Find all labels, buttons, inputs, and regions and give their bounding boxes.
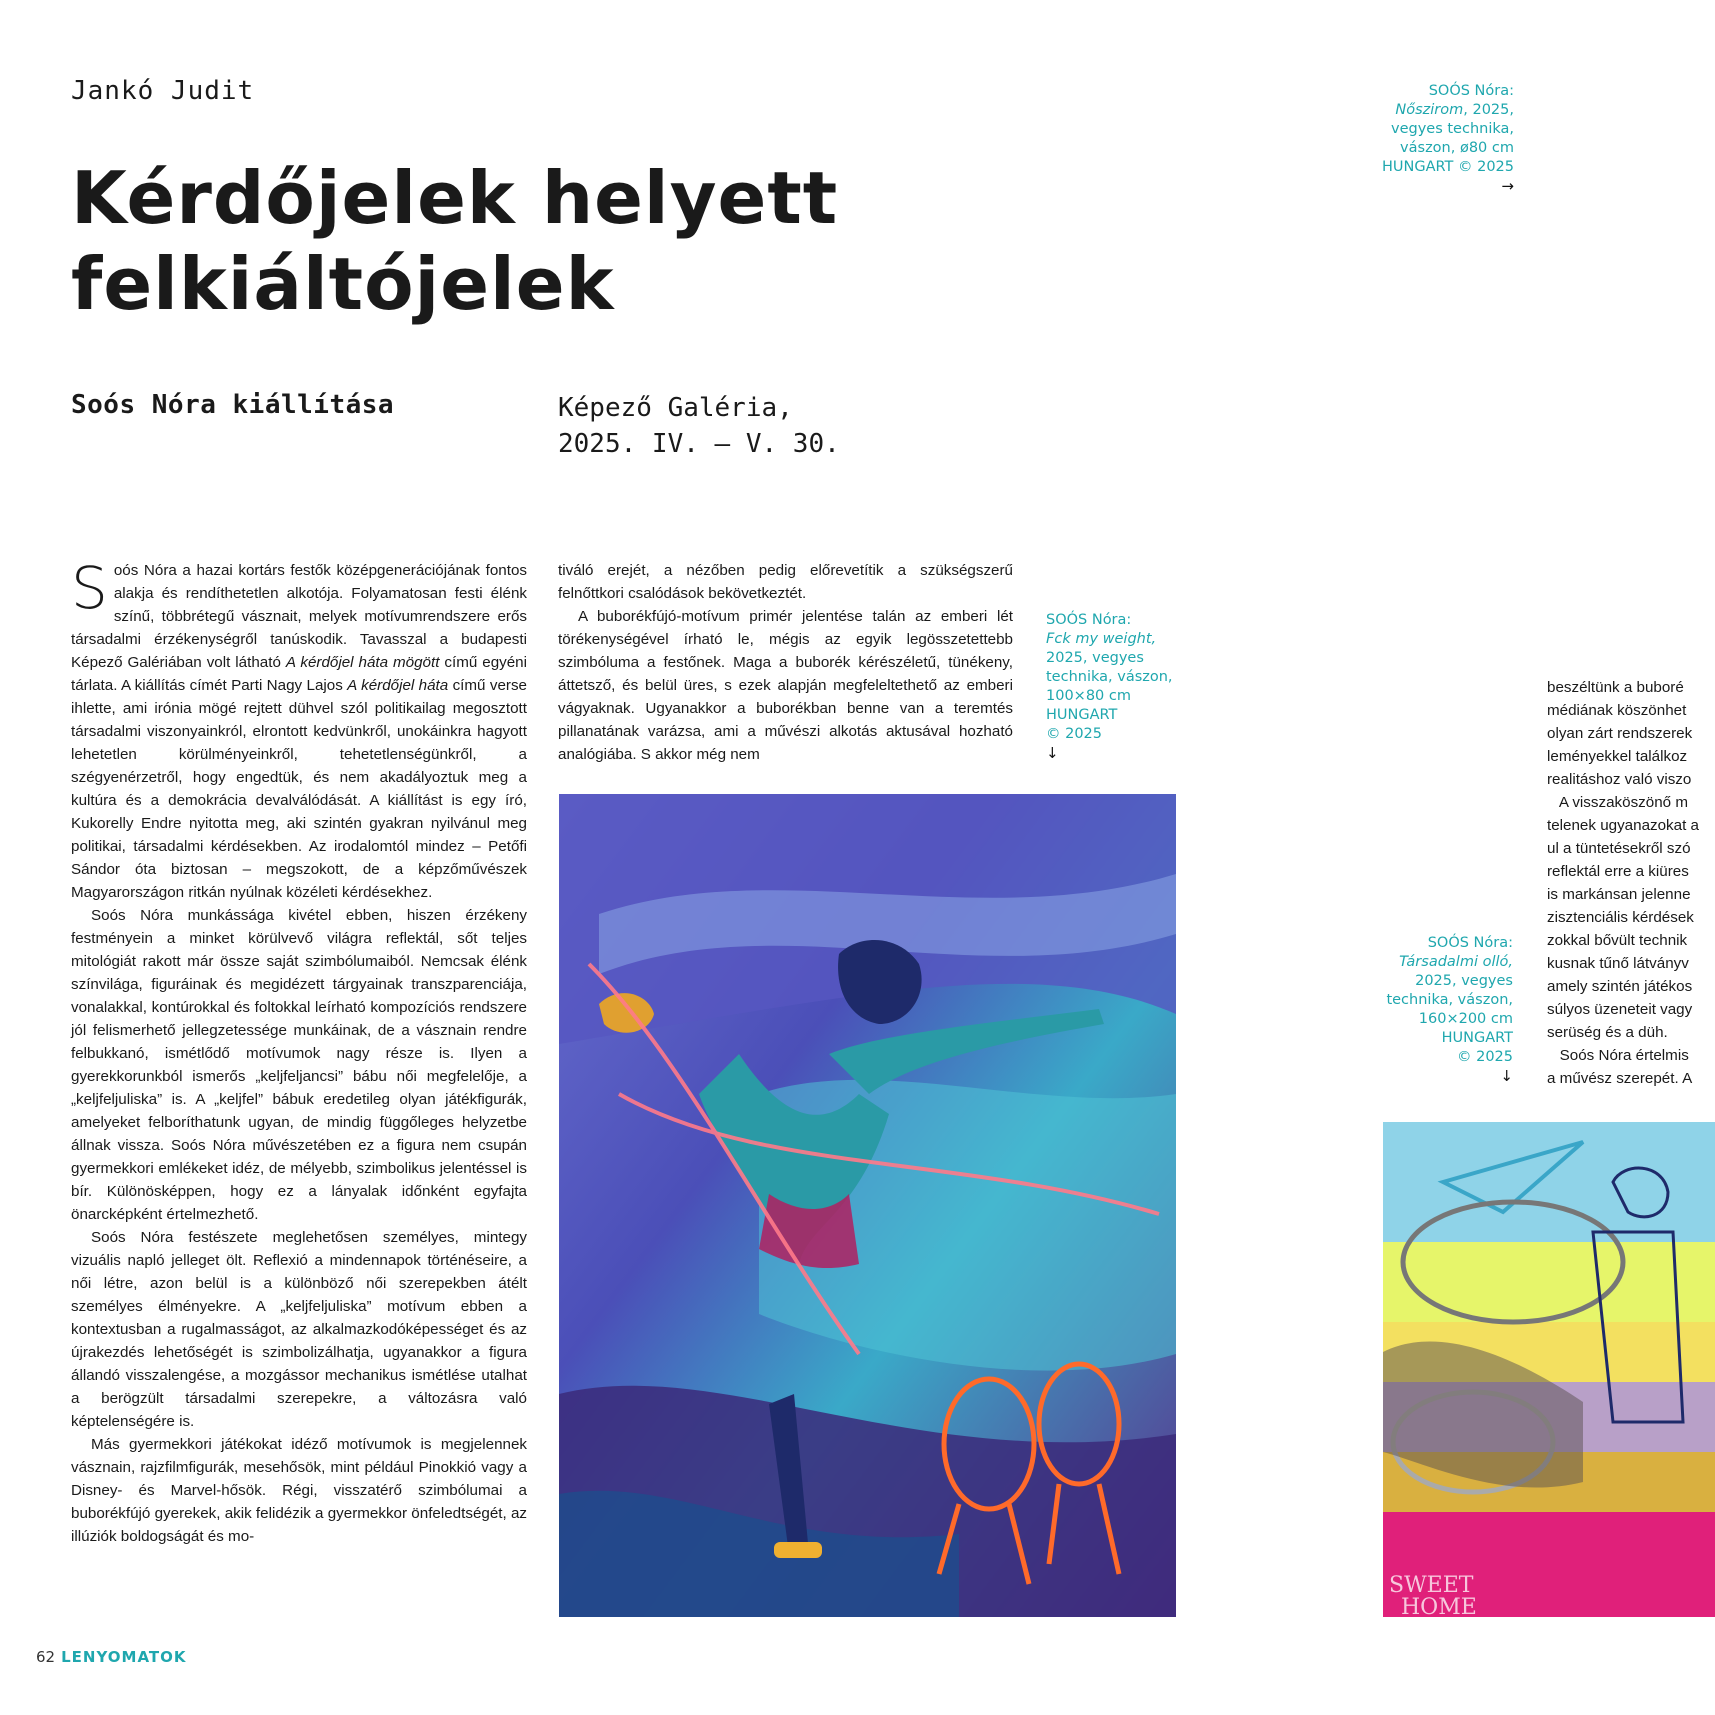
venue-name: Képező Galéria, [558, 393, 793, 423]
caption-fck-my-weight: SOÓS Nóra: Fck my weight, 2025, vegyes technika, vászon, 100×80 cm HUNGART © 2025 ↓ [1046, 611, 1186, 763]
arrow-down-icon: ↓ [1500, 1067, 1513, 1085]
arrow-right-icon: → [1501, 177, 1514, 195]
caption-work-title: Társadalmi olló, [1399, 954, 1513, 970]
painting-text-home: HOME [1401, 1595, 1477, 1617]
caption-artist: SOÓS Nóra: [1427, 935, 1513, 951]
article-title: Kérdőjelek helyett felkiáltójelek [71, 156, 839, 326]
drop-cap: S [71, 554, 108, 622]
exhibition-venue [558, 390, 840, 462]
article-subtitle: Soós Nóra kiállítása [71, 390, 395, 420]
body-column-3: beszéltünk a buboré médiának köszönhet olyan zárt rendszerek leményekkel találkoz realitáshoz való viszo A visszaköszönő m telenek ugyanazokat a ul a tüntetésekről szó reflektál erre a kiüres is markánsan jelenne zisztenciális kérdések zokkal bővült technik kusnak tűnő látványv amely szintén játékos súlyos üzeneteit vagy serüség és a düh. Soós Nóra értelmis a művész szerepét. A [1547, 679, 1699, 1087]
body-column-2 [558, 559, 1013, 766]
paragraph: A buborékfújó-motívum primér jelentése talán az emberi lét törékenységével írható le, mégis az egyik legösszetettebb szimbóluma a festőnek. Maga a buborék kérészéletű, tünékeny, áttetsző, és belül üres, s ezek alapján megfeleltethető az emberi vágyaknak. Ugyanakkor a buborékban benne van a teremtés pillanatának varázsa, ami a művészi alkotás aktusával hozható analógiába. S akkor még nem [558, 608, 1013, 763]
paragraph: Soós Nóra a hazai kortárs festők középgenerációjának fontos alakja és rendíthetetlen alkotója. Folyamatosan festi élénk színű, többrétegű vásznait, melyek motívumrendszere erős társadalmi érzékenységről tanúskodik. Tavasszal a budapesti Képező Galériában volt látható A kérdőjel háta mögött című egyéni tárlata. A kiállítás címét Parti Nagy Lajos A kérdőjel háta című verse ihlette, ami irónia mögé rejtett dühvel szól politikailag megosztott társadalmi viszonyainkról, elrontott kedvünkről, unokáinkra hagyott lehetetlen körülményeinkről, tehetetlenségünkről, a szégyenérzetről, hogy engedtük, és nem akadályoztuk meg a kultúra és a demokrácia devalválódását. A kiállítást is egy író, Kukorelly Endre nyitotta meg, aki szintén gyakran nyilvánul meg politikai, társadalmi kérdésekben. Az irodalomtól mindez – Petőfi Sándor óta biztosan – megszokott, de a képzőművészek Magyarországon ritkán nyúlnak közéleti kérdésekhez. [71, 554, 528, 901]
caption-artist: SOÓS Nóra: [1428, 83, 1514, 99]
paragraph: Soós Nóra munkássága kivétel ebben, hiszen érzékeny festményein a minket körülvevő világra reflektál, sőt teljes mitológiát rakott már össze saját szimbólumaiból. Nemcsak élénk színvilága, figuráinak és megidézett tárgyainak transzparenciája, vonalakkal, kontúrokkal és foltokkal leírható kompozíciós rendszere jól felismerhető jellegzetessége munkáinak, de a vásznain rendre felbukkanó, ismétlődő motívumok nagy része is. Ilyen a gyerekkorunkból ismerős „keljfeljancsi” bábu női megfelelője, a „keljfeljuliska” is. A „keljfel” bábuk eredetileg olyan játékfigurák, amelyeket felboríthatunk ugyan, de mindig függőleges helyzetbe állnak vissza. Soós Nóra művészetében ez a figura nem csupán gyermekkori emlékeket idéz, de mélyebb, szimbolikus jelentéssel is bír. Különösképpen, hogy ez a lányalak időnként egyfajta önarcképként értelmezhető. [71, 907, 527, 1223]
author-name: Jankó Judit [71, 76, 255, 106]
caption-work-title: Nőszirom [1395, 102, 1464, 118]
caption-noszirom: SOÓS Nóra: Nőszirom, 2025, vegyes technika, vászon, ø80 cm HUNGART © 2025 → [1294, 82, 1514, 196]
caption-artist: SOÓS Nóra: [1046, 612, 1132, 628]
painting-tarsadalmi-ollo [1383, 1122, 1715, 1617]
venue-dates: 2025. IV. – V. 30. [558, 429, 840, 459]
caption-tarsadalmi-ollo: SOÓS Nóra: Társadalmi olló, 2025, vegyes technika, vászon, 160×200 cm HUNGART © 2025 ↓ [1380, 934, 1513, 1086]
page-folio [36, 1648, 187, 1666]
arrow-down-icon: ↓ [1046, 744, 1059, 762]
painting-text-sweet: SWEET [1389, 1573, 1474, 1598]
paragraph: Más gyermekkori játékokat idéző motívumok is megjelennek vásznain, rajzfilmfigurák, mesehősök, mint például Pinokkió vagy a Disney- és Marvel-hősök. Régi, visszatérő szimbólumai a buborékfújó gyerekek, akik felidézik a gyermekkor önfeledtségét, az illúziók boldogságát és mo- [71, 1436, 527, 1545]
body-column-1 [71, 554, 528, 1548]
caption-work-title: Fck my weight, [1046, 631, 1157, 647]
painting-fck-my-weight [559, 794, 1176, 1617]
paragraph: Soós Nóra festészete meglehetősen személyes, mintegy vizuális napló jelleget ölt. Reflexió a mindennapok történéseire, a női létre, azon belül is a különböző női szerepekben átélt személyes élményekre. A „keljfeljuliska” motívum ebben a kontextusban a rugalmasságot, az alkalmazkodóképességet és az újrakezdés lehetőségét is szimbolizálhatja, ugyanakkor a figura állandó visszalengése, a mozgássor mechanikus ismétlése utalhat a berögzült társadalmi szerepekre, a változásra való képtelenségére is. [71, 1229, 527, 1430]
section-name: LENYOMATOK [61, 1648, 187, 1666]
page-number: 62 [36, 1648, 56, 1666]
paragraph: tiváló erejét, a nézőben pedig előrevetítik a szükségszerű felnőttkori csalódások bekövetkeztét. [558, 562, 1013, 602]
